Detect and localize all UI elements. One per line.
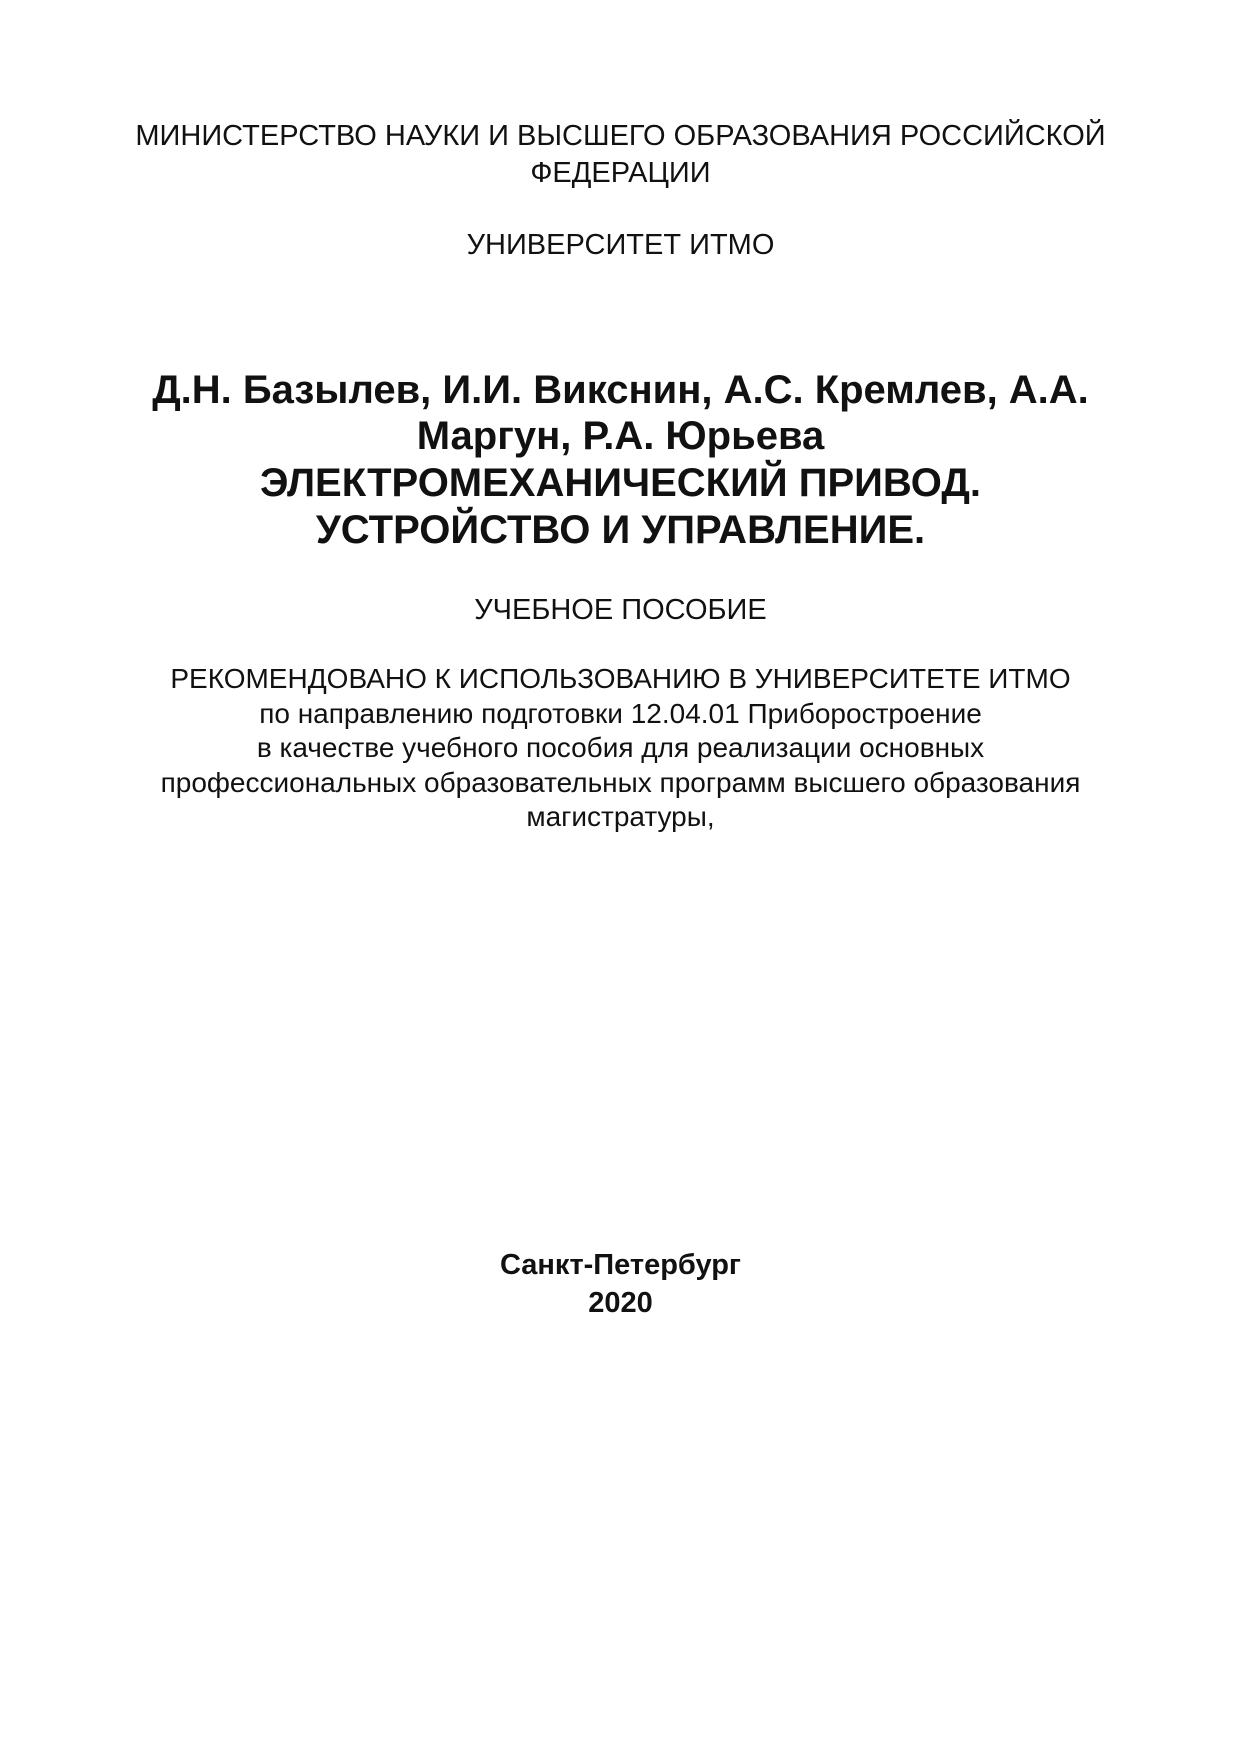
ministry-line: МИНИСТЕРСТВО НАУКИ И ВЫСШЕГО ОБРАЗОВАНИЯ РОССИЙСКОЙ — [135, 120, 1106, 152]
recommendation-line: профессиональных образовательных программ высшего образования — [160, 766, 1081, 798]
university-line: УНИВЕРСИТЕТ ИТМО — [466, 229, 775, 261]
recommendation-text — [100, 662, 1141, 835]
publication-place — [100, 1246, 1141, 1322]
recommendation-line: в качестве учебного пособия для реализации основных — [256, 732, 985, 763]
title-line: ЭЛЕКТРОМЕХАНИЧЕСКИЙ ПРИВОД. — [260, 461, 981, 505]
document-title — [100, 460, 1141, 554]
recommendation-line: по направлению подготовки 12.04.01 Приборостроение — [259, 697, 982, 729]
authors — [100, 367, 1141, 459]
recommendation-line: магистратуры, — [526, 801, 715, 832]
document-type-line: УЧЕБНОЕ ПОСОБИЕ — [474, 594, 767, 626]
document-type — [100, 592, 1141, 629]
authors-line: Д.Н. Базылев, И.И. Викснин, А.С. Кремлев, А.А. — [152, 368, 1089, 412]
authors-line: Маргун, Р.А. Юрьева — [416, 414, 825, 458]
university-name — [100, 227, 1141, 264]
ministry-line: ФЕДЕРАЦИИ — [530, 157, 711, 189]
city: Санкт-Петербург — [499, 1249, 742, 1281]
recommendation-line: РЕКОМЕНДОВАНО К ИСПОЛЬЗОВАНИЮ В УНИВЕРСИТЕТЕ ИТМО — [170, 663, 1071, 694]
title-line: УСТРОЙСТВО И УПРАВЛЕНИЕ. — [315, 508, 926, 552]
year: 2020 — [588, 1287, 653, 1319]
ministry-heading — [100, 118, 1141, 192]
